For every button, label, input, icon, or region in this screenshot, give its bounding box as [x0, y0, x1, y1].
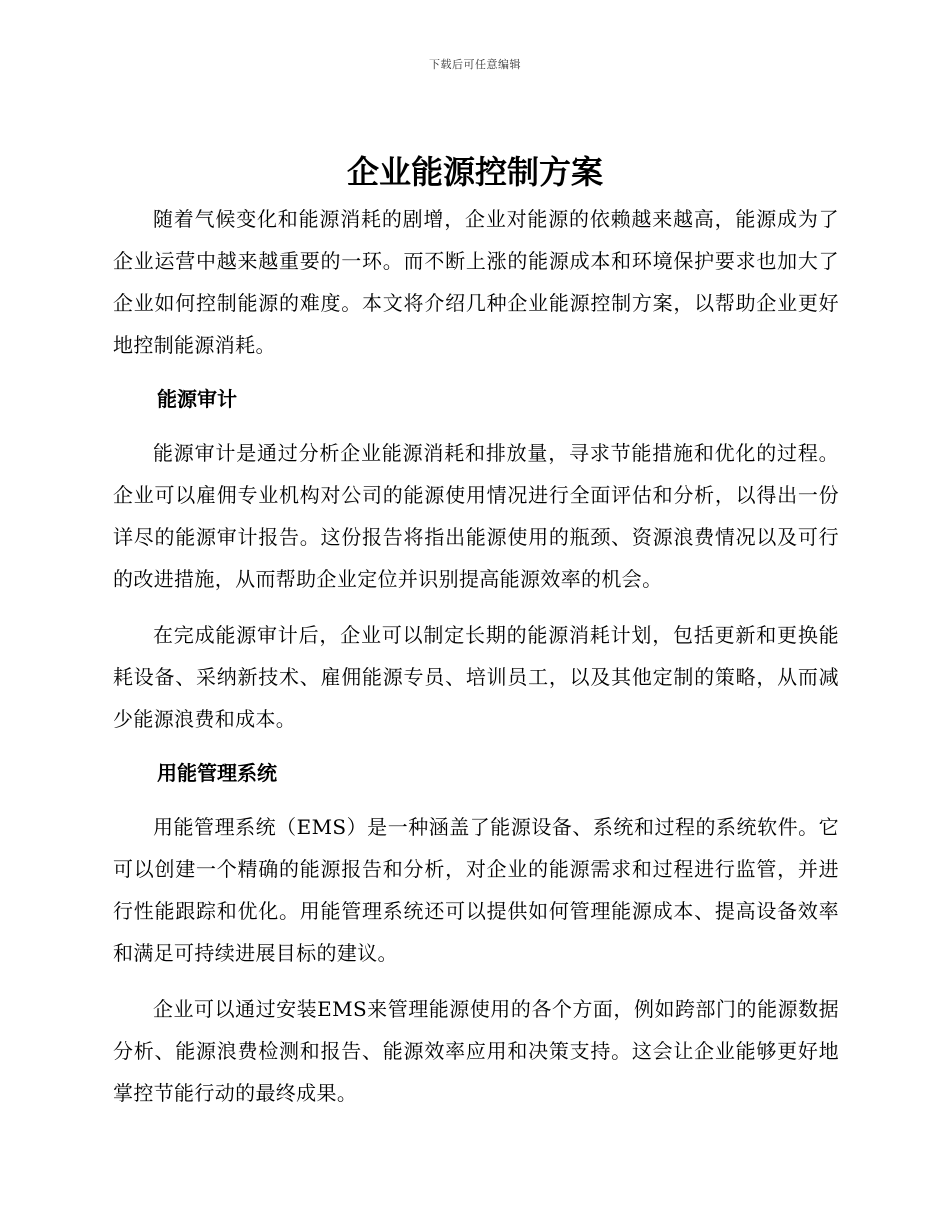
intro-paragraph: 随着气候变化和能源消耗的剧增，企业对能源的依赖越来越高，能源成为了企业运营中越来越重要的一环。而不断上涨的能源成本和环境保护要求也加大了企业如何控制能源的难度。本文将介绍几种企业能源控制方案，以帮助企业更好地控制能源消耗。 — [113, 207, 839, 357]
energy-audit-paragraph-2: 在完成能源审计后，企业可以制定长期的能源消耗计划，包括更新和更换能耗设备、采纳新技术、雇佣能源专员、培训员工，以及其他定制的策略，从而减少能源浪费和成本。 — [113, 623, 839, 731]
header-note: 下载后可任意编辑 — [429, 58, 521, 71]
ems-paragraph-1: 用能管理系统（EMS）是一种涵盖了能源设备、系统和过程的系统软件。它可以创建一个精确的能源报告和分析，对企业的能源需求和过程进行监管，并进行性能跟踪和优化。用能管理系统还可以提供如何管理能源成本、提高设备效率和满足可持续进展目标的建议。 — [113, 815, 839, 965]
section-heading-energy-audit: 能源审计 — [157, 387, 237, 411]
energy-audit-paragraph-1: 能源审计是通过分析企业能源消耗和排放量，寻求节能措施和优化的过程。企业可以雇佣专业机构对公司的能源使用情况进行全面评估和分析，以得出一份详尽的能源审计报告。这份报告将指出能源使用的瓶颈、资源浪费情况以及可行的改进措施，从而帮助企业定位并识别提高能源效率的机会。 — [113, 441, 839, 591]
document-body — [113, 198, 839, 1114]
ems-paragraph-2: 企业可以通过安装EMS来管理能源使用的各个方面，例如跨部门的能源数据分析、能源浪费检测和报告、能源效率应用和决策支持。这会让企业能够更好地掌控节能行动的最终成果。 — [113, 997, 839, 1105]
section-heading-ems: 用能管理系统 — [157, 761, 277, 785]
document-title: 企业能源控制方案 — [346, 153, 603, 191]
